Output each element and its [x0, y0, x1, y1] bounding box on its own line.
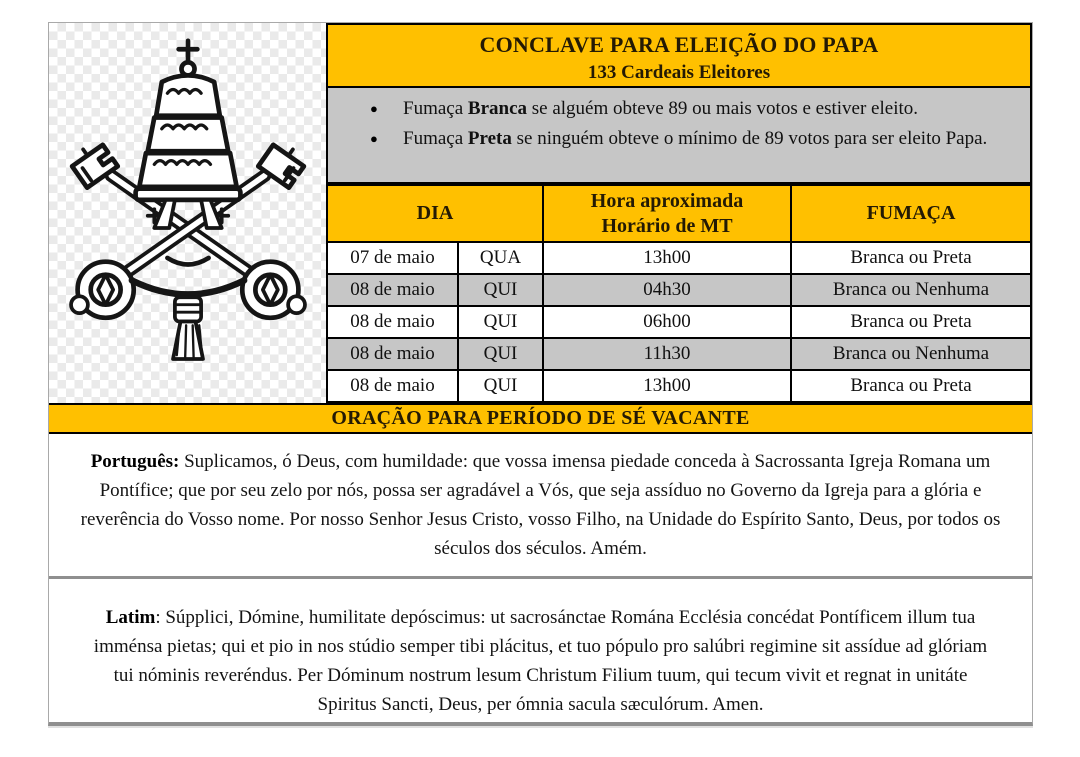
table-row — [327, 370, 1031, 402]
bullet-icon: ● — [370, 101, 378, 117]
table-row — [327, 242, 1031, 274]
smoke-rules — [326, 88, 1032, 184]
latin-text: : Súpplici, Dómine, humilitate depóscimus: ut sacrosánctae Romána Ecclésia concédat Pontíficem illum tua imménsa pietas; qui et pio in nos stúdio semper tibi plácitus, et tuo pópulo pro salúbri regimine sit assídue ad glóriam tui nóminis reveréndus. Per Dóminum nostrum lesum Christum Filium tuum, qui tecum vivit et regnat in unitáte Spiritus Sancti, Deus, per ómnia sacula sæculórum. Amen. — [93, 607, 988, 715]
smoke-schedule-table — [326, 184, 1032, 403]
conclave-flyer — [48, 22, 1033, 726]
page-subtitle: 133 Cardeais Eleitores — [587, 62, 771, 83]
rule-white-smoke — [370, 94, 1016, 124]
header-banner — [326, 23, 1032, 88]
papal-tiara-crossed-keys-icon — [57, 27, 319, 399]
table-row — [327, 306, 1031, 338]
key-bow-right — [242, 262, 305, 318]
cell-date: 08 de maio — [327, 274, 458, 306]
cell-date: 07 de maio — [327, 242, 458, 274]
cell-smoke: Branca ou Preta — [791, 306, 1031, 338]
rule-black-smoke — [370, 124, 1016, 154]
latin-label: Latim — [105, 607, 156, 628]
cell-smoke: Branca ou Preta — [791, 242, 1031, 274]
cell-day: QUI — [458, 274, 543, 306]
cell-smoke: Branca ou Nenhuma — [791, 274, 1031, 306]
col-header-dia: DIA — [327, 185, 543, 242]
rule-text: Fumaça Preta se ninguém obteve o mínimo de 89 votos para ser eleito Papa. — [403, 128, 988, 150]
table-row — [327, 274, 1031, 306]
papal-tiara — [135, 41, 240, 228]
cell-smoke: Branca ou Nenhuma — [791, 338, 1031, 370]
portuguese-label: Português: — [90, 451, 180, 472]
col-header-hora: Hora aproximada Horário de MT — [543, 185, 791, 242]
cell-day: QUA — [458, 242, 543, 274]
page-title: CONCLAVE PARA ELEIÇÃO DO PAPA — [479, 32, 879, 57]
cell-date: 08 de maio — [327, 306, 458, 338]
table-header-row — [327, 185, 1031, 242]
papal-insignia-panel — [49, 23, 326, 403]
key-bow-left — [71, 262, 134, 318]
latin-prayer — [49, 579, 1032, 726]
rule-text: Fumaça Branca se alguém obteve 89 ou mais votos e estiver eleito. — [403, 98, 918, 120]
cell-day: QUI — [458, 306, 543, 338]
cell-date: 08 de maio — [327, 370, 458, 402]
cell-time: 13h00 — [543, 242, 791, 274]
cell-time: 13h00 — [543, 370, 791, 402]
cell-smoke: Branca ou Preta — [791, 370, 1031, 402]
cell-day: QUI — [458, 370, 543, 402]
prayer-section-banner: ORAÇÃO PARA PERÍODO DE SÉ VACANTE — [49, 403, 1032, 434]
portuguese-text: Suplicamos, ó Deus, com humildade: que vossa imensa piedade conceda à Sacrossanta Igreja Romana um Pontífice; que por seu zelo por nós, possa ser agradável a Vós, que seja assíduo no Governo da Igreja para a glória e reverência do Vosso nome. Por nosso Senhor Jesus Cristo, vosso Filho, na Unidade do Espírito Santo, Deus, por todos os séculos dos séculos. Amém. — [80, 451, 1001, 559]
cell-time: 06h00 — [543, 306, 791, 338]
bullet-icon: ● — [370, 131, 378, 147]
cell-time: 11h30 — [543, 338, 791, 370]
table-row — [327, 338, 1031, 370]
portuguese-prayer — [49, 434, 1032, 576]
col-header-fumaca: FUMAÇA — [791, 185, 1031, 242]
right-column — [326, 23, 1032, 403]
cell-time: 04h30 — [543, 274, 791, 306]
cell-date: 08 de maio — [327, 338, 458, 370]
cord-and-tassel — [131, 258, 243, 359]
cell-day: QUI — [458, 338, 543, 370]
top-section — [49, 23, 1032, 403]
